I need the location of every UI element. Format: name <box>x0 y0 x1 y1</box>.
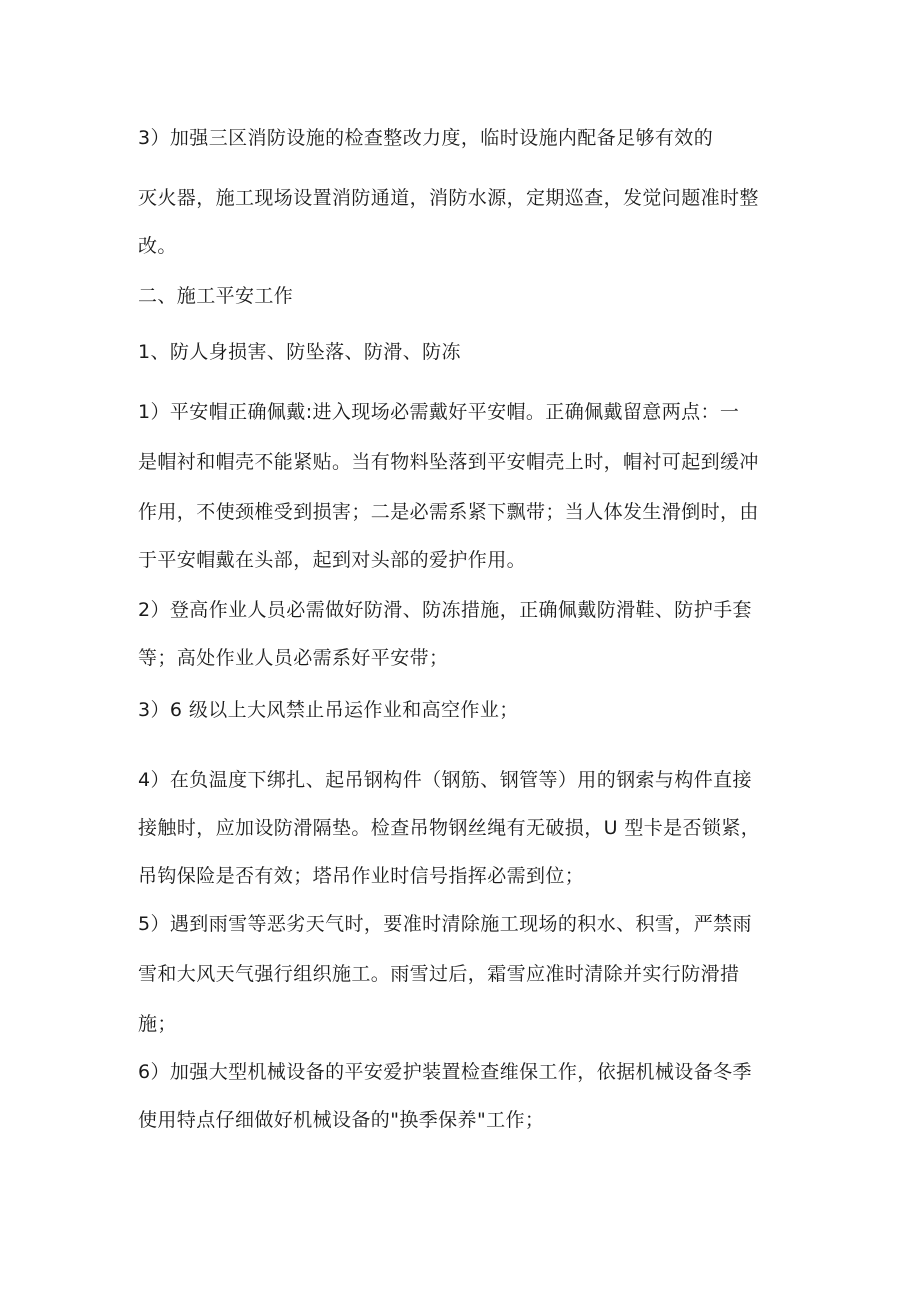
text-line: 雪和大风天气强行组织施工。雨雪过后，霜雪应准时清除并实行防滑措 <box>138 963 740 985</box>
subsection-heading: 1、防人身损害、防坠落、防滑、防冻 <box>138 341 461 363</box>
text-line: 接触时，应加设防滑隔垫。检查吊物钢丝绳有无破损，U 型卡是否锁紧， <box>138 817 761 839</box>
text-line: 4）在负温度下绑扎、起吊钢构件（钢筋、钢管等）用的钢索与构件直接 <box>138 769 752 791</box>
text-line: 施； <box>138 1013 177 1035</box>
text-line: 6）加强大型机械设备的平安爱护装置检查维保工作，依据机械设备冬季 <box>138 1061 752 1083</box>
text-line: 3）加强三区消防设施的检查整改力度，临时设施内配备足够有效的 <box>138 127 714 149</box>
text-line: 使用特点仔细做好机械设备的"换季保养"工作； <box>138 1109 545 1131</box>
text-line: 2）登高作业人员必需做好防滑、防冻措施，正确佩戴防滑鞋、防护手套 <box>138 599 752 621</box>
text-line: 3）6 级以上大风禁止吊运作业和高空作业； <box>138 699 519 721</box>
text-line: 灭火器，施工现场设置消防通道，消防水源，定期巡查，发觉问题准时整 <box>138 187 759 209</box>
section-heading: 二、施工平安工作 <box>138 285 294 307</box>
text-line: 作用，不使颈椎受到损害；二是必需系紧下飘带；当人体发生滑倒时，由 <box>138 501 759 523</box>
text-line: 1）平安帽正确佩戴:进入现场必需戴好平安帽。正确佩戴留意两点：一 <box>138 401 740 423</box>
text-line: 等；高处作业人员必需系好平安带； <box>138 647 449 669</box>
text-line: 于平安帽戴在头部，起到对头部的爱护作用。 <box>138 549 527 571</box>
text-line: 是帽衬和帽壳不能紧贴。当有物料坠落到平安帽壳上时，帽衬可起到缓冲 <box>138 451 759 473</box>
text-line: 5）遇到雨雪等恶劣天气时，要准时清除施工现场的积水、积雪，严禁雨 <box>138 913 752 935</box>
text-line: 吊钩保险是否有效；塔吊作业时信号指挥必需到位； <box>138 865 585 887</box>
text-line: 改。 <box>138 235 177 257</box>
